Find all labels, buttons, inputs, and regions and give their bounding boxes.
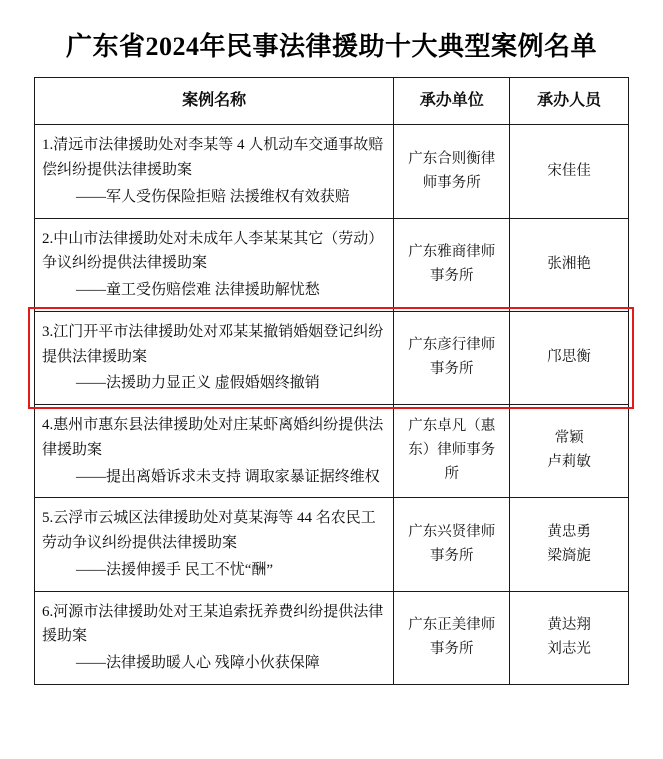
case-name-cell — [35, 218, 394, 311]
case-name-subtitle: ——童工受伤赔偿难 法律援助解忧愁 — [76, 282, 320, 299]
case-name-cell — [35, 498, 394, 591]
case-name-main: 清远市法律援助处对李某等 4 人机动车交通事故赔偿纠纷提供法律援助案 — [42, 137, 384, 179]
case-unit-cell: 广东雅商律师事务所 — [394, 218, 510, 311]
case-index: 4. — [42, 417, 54, 434]
case-name-main: 江门开平市法律援助处对邓某某撤销婚姻登记纠纷提供法律援助案 — [42, 323, 384, 365]
table-row — [35, 405, 629, 498]
case-name-main: 云浮市云城区法律援助处对莫某海等 44 名农民工劳动争议纠纷提供法律援助案 — [42, 510, 376, 552]
case-index: 1. — [42, 137, 54, 154]
case-person-cell — [510, 498, 629, 591]
person-name: 张湘艳 — [547, 255, 591, 272]
case-name-cell — [35, 591, 394, 684]
person-name: 邝思衡 — [547, 349, 591, 366]
case-name-main: 中山市法律援助处对未成年人李某某其它（劳动）争议纠纷提供法律援助案 — [42, 230, 384, 272]
case-table-container — [34, 77, 629, 685]
case-unit-cell: 广东正美律师事务所 — [394, 591, 510, 684]
case-person-cell — [510, 218, 629, 311]
case-unit-cell: 广东兴贤律师事务所 — [394, 498, 510, 591]
page-title: 广东省2024年民事法律援助十大典型案例名单 — [65, 32, 597, 61]
case-name-main: 河源市法律援助处对王某追索抚养费纠纷提供法律援助案 — [42, 603, 384, 645]
table-header-row — [35, 78, 629, 125]
case-name-subtitle: ——军人受伤保险拒赔 法援维权有效获赔 — [76, 188, 350, 205]
case-name-cell — [35, 125, 394, 218]
case-person-cell — [510, 591, 629, 684]
case-person-cell — [510, 405, 629, 498]
case-name-subtitle: ——提出离婚诉求未支持 调取家暴证据终维权 — [76, 468, 380, 485]
case-name-subtitle: ——法援助力显正义 虚假婚姻终撤销 — [76, 375, 320, 392]
table-row-highlighted — [35, 311, 629, 404]
case-unit-cell: 广东合则衡律师事务所 — [394, 125, 510, 218]
table-header — [35, 78, 629, 125]
person-name: 常颖 — [554, 430, 584, 447]
person-name: 卢莉敏 — [547, 454, 591, 471]
table-row — [35, 498, 629, 591]
case-index: 5. — [42, 510, 54, 527]
person-name: 黄忠勇 — [547, 523, 591, 540]
person-name: 梁旖旎 — [547, 547, 591, 564]
case-name-cell — [35, 311, 394, 404]
table-row — [35, 125, 629, 218]
case-name-subtitle: ——法援伸援手 民工不忧“酬” — [76, 561, 274, 578]
person-name: 黄达翔 — [547, 616, 591, 633]
case-name-main: 惠州市惠东县法律援助处对庄某虾离婚纠纷提供法律援助案 — [42, 417, 384, 458]
case-index: 3. — [42, 323, 54, 340]
person-name: 刘志光 — [547, 640, 591, 657]
table-row — [35, 591, 629, 684]
person-name: 宋佳佳 — [547, 162, 591, 179]
case-index: 6. — [42, 603, 54, 620]
case-name-cell — [35, 405, 394, 498]
case-unit-cell: 广东卓凡（惠东）律师事务所 — [394, 405, 510, 498]
case-name-subtitle: ——法律援助暖人心 残障小伙获保障 — [76, 655, 320, 672]
table-body — [35, 125, 629, 685]
column-header-unit: 承办单位 — [394, 78, 510, 125]
case-unit-cell: 广东彦行律师事务所 — [394, 311, 510, 404]
case-index: 2. — [42, 230, 54, 247]
column-header-person: 承办人员 — [510, 78, 629, 125]
case-person-cell — [510, 311, 629, 404]
column-header-case-name: 案例名称 — [35, 78, 394, 125]
table-row — [35, 218, 629, 311]
case-person-cell — [510, 125, 629, 218]
case-table — [34, 77, 629, 685]
